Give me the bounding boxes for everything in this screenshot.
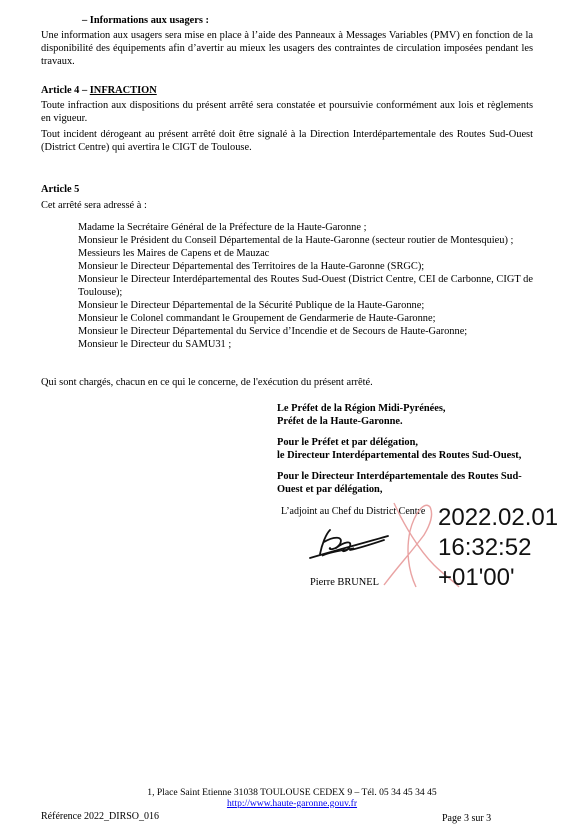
list-item: Monsieur le Directeur Départemental de la Sécurité Publique de la Haute-Garonne; (78, 300, 425, 311)
article4-heading (41, 84, 157, 97)
signer-title-2: Préfet de la Haute-Garonne. (277, 416, 403, 427)
article5-title: Article 5 (41, 184, 80, 195)
list-item: Monsieur le Directeur Départemental des Territoires de la Haute-Garonne (SRGC); (78, 261, 425, 272)
stamp-time: 16:32:52 (438, 534, 532, 561)
footer-reference: Référence 2022_DIRSO_016 (41, 811, 160, 822)
usagers-heading: – Informations aux usagers : (82, 15, 210, 26)
recipients-list (78, 221, 533, 351)
footer-url-link[interactable]: http://www.haute-garonne.gouv.fr (226, 798, 358, 809)
delegation-2: le Directeur Interdépartemental des Routes Sud-Ouest, (277, 450, 522, 461)
signature-block (277, 402, 545, 496)
adjoint-title: L’adjoint au Chef du District Centre (281, 506, 426, 517)
usagers-text: Une information aux usagers sera mise en place à l’aide des Panneaux à Messages Variables (PMV) en fonction de la disponibilité des équipements afin d’avertir au mieux les usagers des contraintes de circulation imposées pendant les travaux. (41, 30, 533, 67)
article4-p1: Toute infraction aux dispositions du présent arrêté sera constatée et poursuivie conformément aux lois et règlements en vigueur. (41, 100, 533, 124)
footer-url-wrap (0, 797, 584, 810)
digital-signature-stamp (438, 503, 558, 593)
article5-closing: Qui sont chargés, chacun en ce qui le concerne, de l'exécution du présent arrêté. (41, 377, 373, 388)
signer-title-1: Le Préfet de la Région Midi-Pyrénées, (277, 403, 446, 414)
page-number: Page 3 sur 3 (442, 813, 492, 824)
signer-name: Pierre BRUNEL (310, 577, 379, 588)
list-item: Monsieur le Directeur Interdépartemental des Routes Sud-Ouest (District Centre, CEI de Carbonne, CIGT de Toulouse); (78, 274, 533, 298)
article4-title: INFRACTION (89, 85, 157, 96)
list-item: Messieurs les Maires de Capens et de Mauzac (78, 248, 270, 259)
stamp-timezone: +01'00' (438, 564, 515, 591)
list-item: Monsieur le Directeur du SAMU31 ; (78, 339, 232, 350)
article4-p2: Tout incident dérogeant au présent arrêté doit être signalé à la Direction Interdépartementale des Routes Sud-Ouest (District Centre) qui avertira le CIGT de Toulouse. (41, 129, 533, 153)
stamp-date: 2022.02.01 (438, 504, 559, 531)
article4-prefix: Article 4 – (41, 85, 90, 96)
list-item: Monsieur le Colonel commandant le Groupement de Gendarmerie de Haute-Garonne; (78, 313, 436, 324)
list-item: Monsieur le Président du Conseil Départemental de la Haute-Garonne (secteur routier de Montesquieu) ; (78, 235, 514, 246)
delegation-3: Pour le Directeur Interdépartementale des Routes Sud-Ouest et par délégation, (277, 471, 522, 495)
list-item: Madame la Secrétaire Général de la Préfecture de la Haute-Garonne ; (78, 222, 367, 233)
signature-icon (300, 522, 395, 564)
article5-intro: Cet arrêté sera adressé à : (41, 200, 147, 211)
list-item: Monsieur le Directeur Départemental du Service d’Incendie et de Secours de Haute-Garonne; (78, 326, 468, 337)
footer-address: 1, Place Saint Etienne 31038 TOULOUSE CEDEX 9 – Tél. 05 34 45 34 45 (147, 787, 437, 798)
delegation-1: Pour le Préfet et par délégation, (277, 437, 419, 448)
